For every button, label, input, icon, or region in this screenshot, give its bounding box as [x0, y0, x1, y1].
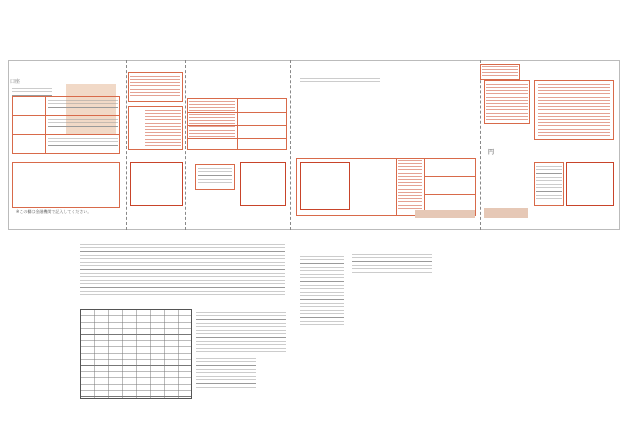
tax-rate-table: [80, 309, 192, 399]
perforation: [126, 60, 127, 230]
notice-box: [12, 162, 120, 208]
receipt-stamp-area: [300, 162, 350, 210]
perforation: [290, 60, 291, 230]
perforation: [185, 60, 186, 230]
receipt-stamp-area: [130, 162, 183, 206]
info-body-text: [80, 244, 285, 298]
receipt-stamp-area: [566, 162, 614, 206]
receipt-stamp-area: [240, 162, 286, 206]
perforation: [480, 60, 481, 230]
